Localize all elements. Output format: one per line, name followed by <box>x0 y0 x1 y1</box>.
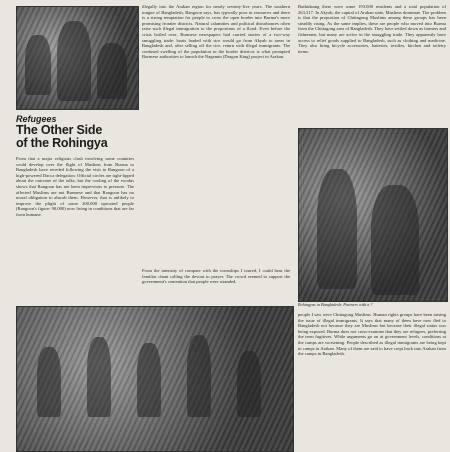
article-headline <box>16 124 140 150</box>
right-photo <box>298 128 448 302</box>
section-kicker: Refugees <box>16 114 57 124</box>
column-2-body-top: illegally into the Arakan region for nearly seventy-five years. The southern tongue of Bangladesh, Rangoon says, has typically poor in resources and there is a strong temptation for people to cross the open border into Burma's more promising frontier districts. Natural calamities and political disturbances often raise such illegal immigration to the proportions of a flood. Even before the crisis boiled over, Burmese newspapers had carried stories of a two-way smuggling trade: boats loaded with rice would go from Akyab to areas in Bangladesh and, after selling off the rice, return with illegal immigrants. The confused swelling of the population in the border districts is what prompted Burmese authorities to launch the Nagamin (Dragon King) project in Arakan. <box>142 4 290 60</box>
headline-line-1: The Other Side <box>16 123 103 137</box>
column-1-body: From that a major religious clash involving some countries could develop over the flight of Muslims from Burma to Bangladesh have receded following the visit to Rangoon of a high-powered Dacca delegation. Official circles are tight-lipped about the outcome of the talks, but the cooling of the exodus shows that Rangoon has not been impervious to pressure. The affected Muslims are not Burmese and that Rangoon has no moral obligation to absorb them. However, that is unlikely to improve the plight of some 200,000 uprooted people (Rangoon's figure: 90,000) now living in conditions that are far from humane. <box>16 156 134 217</box>
top-left-photo <box>16 6 139 110</box>
headline-line-2: of the Rohingya <box>16 136 108 150</box>
column-3-body-top: Buthidaung there were some 193,000 residents and a total population of 263,317. In Akyab, the capital of Arakan state, Muslims dominate. The problem is that the proportion of Chittagong Muslims among these groups has been steadily rising. As the same implies, these are people who moved into Burma from the Chittagong area of Bangladesh. They have settled down as farmers and fishermen, but many are active in the smuggling trade. They apparently have access to relief goods supplied to Bangladesh, such as clothing and medicine. They also bring bicycle accessories, batteries, textiles, kitchen and toiletry items. <box>298 4 446 54</box>
bottom-wide-photo <box>16 306 294 452</box>
right-photo-caption: Rohingyas in Bangladesh: Partners with a ? <box>298 302 373 307</box>
column-3-body-bottom: people I saw were Chittagong Muslims. Human rights groups have been raising the issue of illegal immigrants. It says that many of them have now fled to Bangladesh not because they are Muslims but because their illegal status was being exposed. Burma does not cross-examine that they are refugees, preferring the term fugitives. While arguments go on at government levels, conditions at the camps are worsening. People described as illegal immigrants are being kept in camps in Arakan. Many of them are said to have crept back into Arakan from the camps in Bangladesh. <box>298 312 446 357</box>
column-2-body-bottom: From the intensity of compare with the townships I toured, I could hear the familiar chant calling the devout to prayer. The crowd seemed to support the government's contention that people were stranded. <box>142 268 290 285</box>
